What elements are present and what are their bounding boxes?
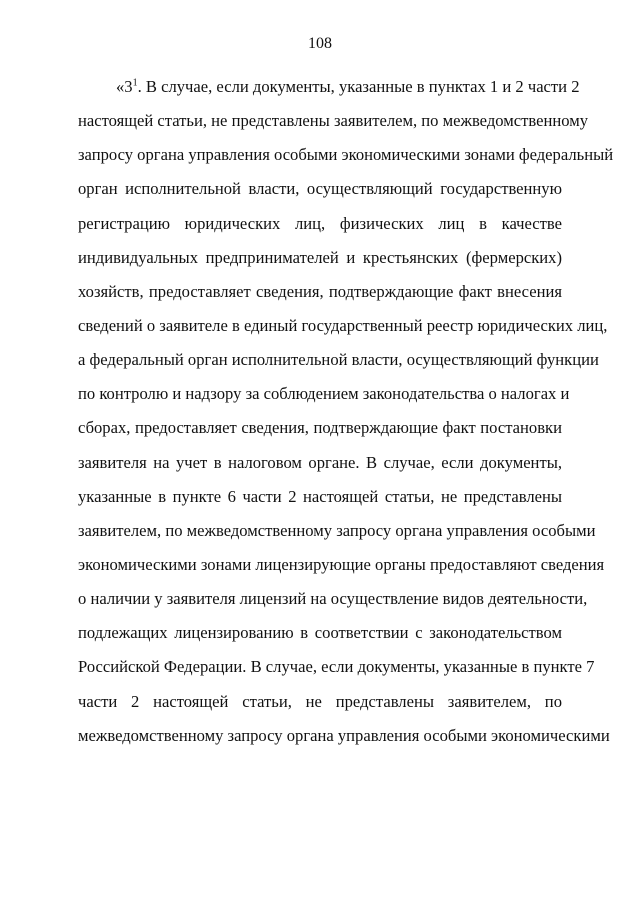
text-line-17: подлежащих лицензированию в соответствии с законодательством — [78, 623, 562, 643]
text-line-5: регистрацию юридических лиц, физических лиц в качестве — [78, 213, 562, 233]
text-line-16: о наличии у заявителя лицензий на осуществление видов деятельности, — [78, 589, 588, 609]
text-line-2: настоящей статьи, не представлены заявителем, по межведомственному — [78, 111, 589, 131]
text-line-19: части 2 настоящей статьи, не представлены заявителем, по — [78, 691, 562, 711]
text-line-7: хозяйств, предоставляет сведения, подтверждающие факт внесения — [78, 281, 562, 301]
text-line-15: экономическими зонами лицензирующие органы предоставляют сведения — [78, 554, 605, 574]
text-line-1 — [78, 73, 580, 107]
text-line-6: индивидуальных предпринимателей и крестьянских (фермерских) — [78, 247, 562, 267]
paragraph — [78, 73, 614, 756]
text-line-13: указанные в пункте 6 части 2 настоящей статьи, не представлены — [78, 486, 562, 506]
paragraph-number: «3 — [116, 77, 133, 96]
text-line-18: Российской Федерации. В случае, если документы, указанные в пункте 7 — [78, 657, 595, 677]
text-line-11: сборах, предоставляет сведения, подтверждающие факт постановки — [78, 418, 562, 438]
paragraph-number-superscript: 1 — [132, 77, 138, 89]
text-line-14: заявителем, по межведомственному запросу органа управления особыми — [78, 520, 596, 540]
text-line-20: межведомственному запросу органа управления особыми экономическими — [78, 725, 610, 745]
text-line-12: заявителя на учет в налоговом органе. В случае, если документы, — [78, 452, 562, 472]
text-line-9: а федеральный орган исполнительной власти, осуществляющий функции — [78, 350, 599, 370]
page-number: 108 — [308, 35, 332, 52]
text-line-3: запросу органа управления особыми экономическими зонами федеральный — [78, 145, 614, 165]
text-line-1-content: . В случае, если документы, указанные в пунктах 1 и 2 части 2 — [137, 77, 580, 96]
text-line-4: орган исполнительной власти, осуществляющий государственную — [78, 179, 562, 199]
text-line-10: по контролю и надзору за соблюдением законодательства о налогах и — [78, 384, 570, 404]
text-line-8: сведений о заявителе в единый государственный реестр юридических лиц, — [78, 315, 608, 335]
